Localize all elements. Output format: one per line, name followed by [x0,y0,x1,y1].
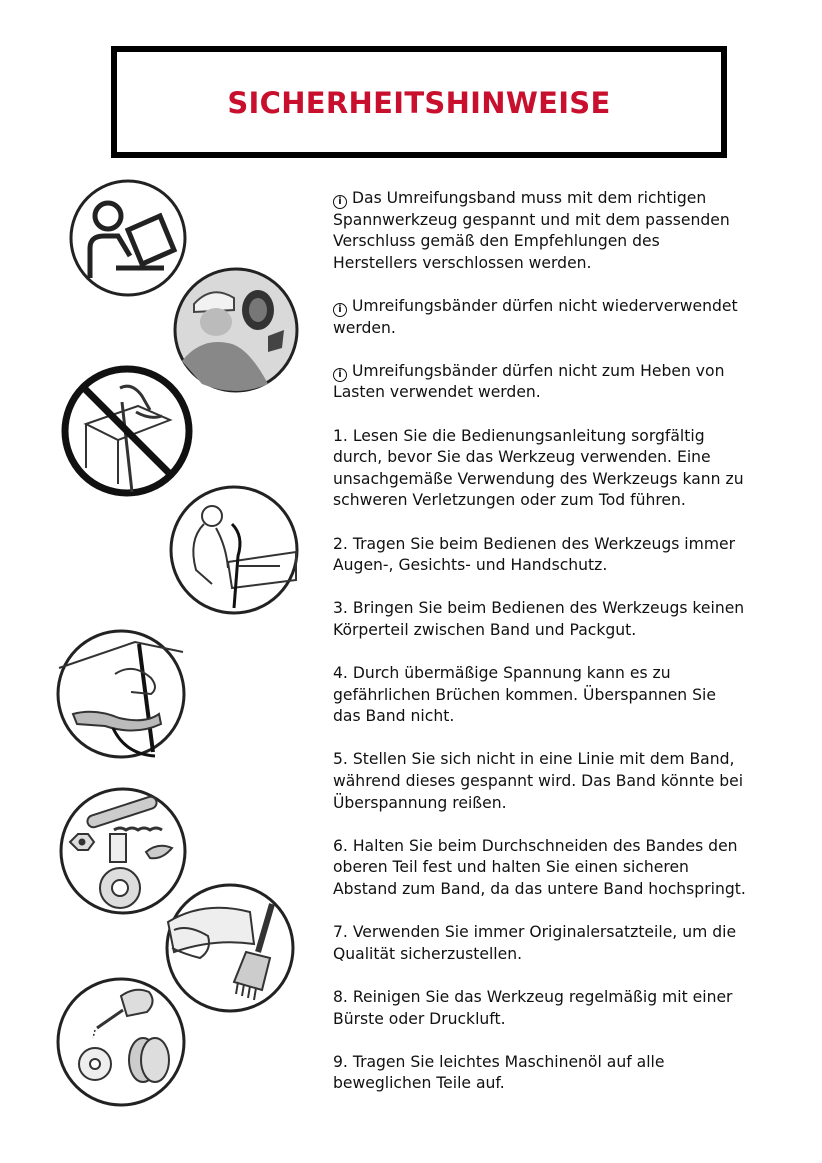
warning-note: i Das Umreifungsband muss mit dem richtigen Spannwerkzeug gespannt und mit dem passenden Verschluss gemäß den Empfehlungen des Herstellers verschlossen werden. [333,189,730,272]
info-icon: i [333,303,347,317]
warning-note: i Umreifungsbänder dürfen nicht zum Heben von Lasten verwendet werden. [333,361,725,402]
info-icon: i [333,368,347,382]
instruction-item: 5. Stellen Sie sich nicht in eine Linie mit dem Band, während dieses gespannt wird. Das Band könnte bei Überspannung reißen. [333,750,744,812]
instruction-item: 3. Bringen Sie beim Bedienen des Werkzeugs keinen Körperteil zwischen Band und Packgut. [333,599,745,639]
read-manual-icon [68,178,188,298]
instruction-item: 4. Durch übermäßige Spannung kann es zu gefährlichen Brüchen kommen. Überspannen Sie das Band nicht. [333,664,716,726]
info-icon: i [333,195,347,209]
instruction-item: 9. Tragen Sie leichtes Maschinenöl auf alle beweglichen Teile auf. [333,1052,665,1093]
instruction-item: 7. Verwenden Sie immer Originalersatzteile, um die Qualität sicherzustellen. [333,923,737,963]
instruction-item: 8. Reinigen Sie das Werkzeug regelmäßig mit einer Bürste oder Druckluft. [333,987,733,1028]
instruction-item: 2. Tragen Sie beim Bedienen des Werkzeugs immer Augen-, Gesichts- und Handschutz. [333,534,736,575]
safety-text [333,188,773,1117]
oil-can-icon [55,976,187,1108]
page-title: SICHERHEITSHINWEISE [227,86,611,120]
instruction-item: 6. Halten Sie beim Durchschneiden des Bandes den oberen Teil fest und halten Sie einen sicheren Abstand zum Band, da das untere Band hochspringt. [333,836,746,898]
warning-note: i Umreifungsbänder dürfen nicht wiederverwendet werden. [333,296,738,337]
pictogram-column [0,0,320,1163]
instruction-item: 1. Lesen Sie die Bedienungsanleitung sorgfältig durch, bevor Sie das Werkzeug verwenden. Eine unsachgemäße Verwendung des Werkzeugs kann zu schweren Verletzungen oder zum Tod führen. [333,426,744,510]
worker-strapping-icon [168,484,300,616]
hand-on-strap-icon [55,628,187,760]
no-lifting-icon [58,362,196,500]
